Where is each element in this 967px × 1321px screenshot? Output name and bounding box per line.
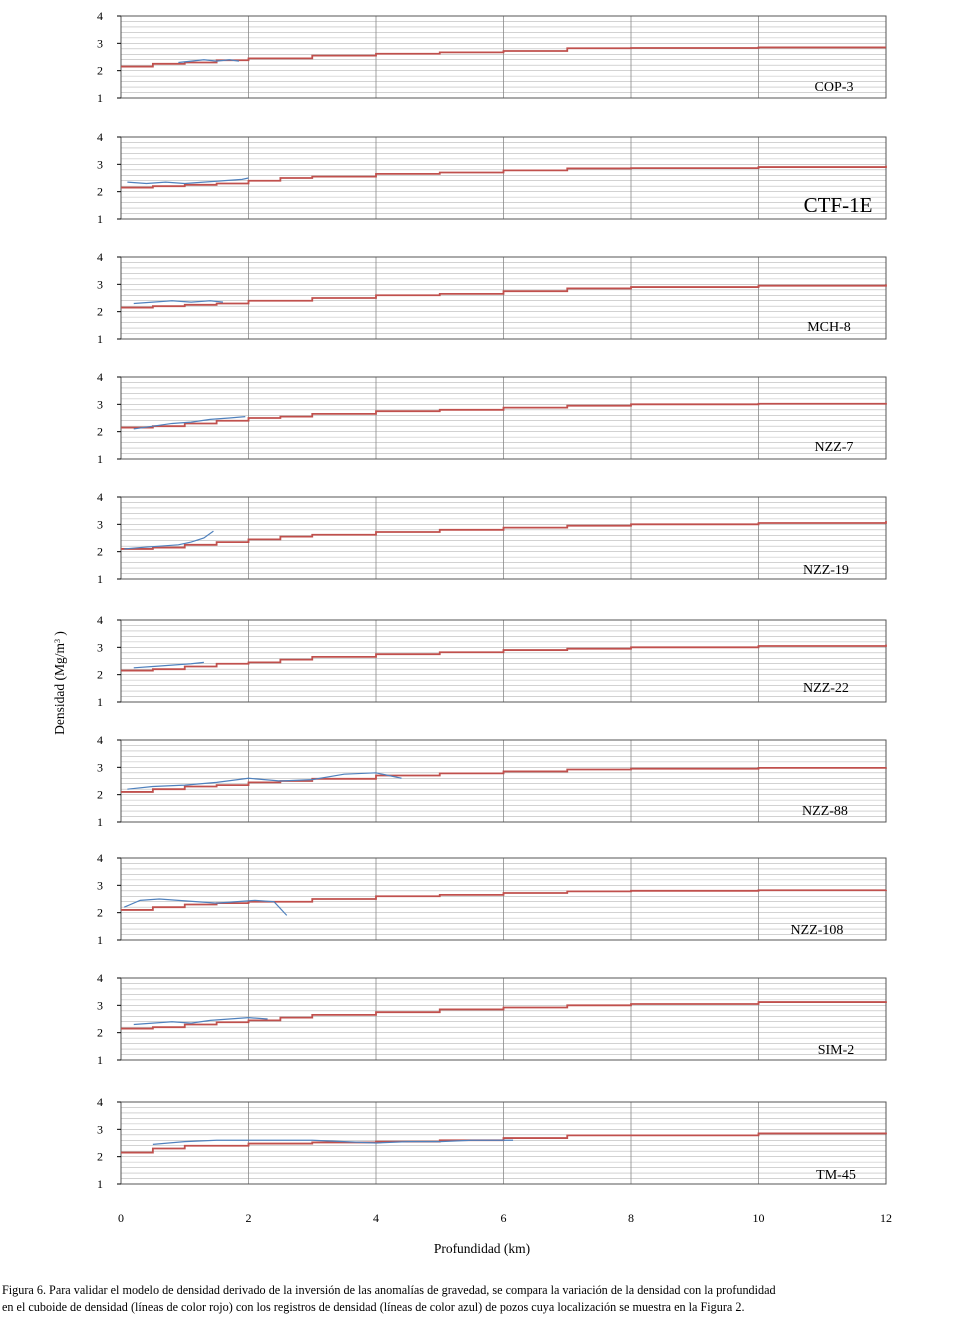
y-axis-title [52,631,67,735]
y-tick-label: 1 [97,695,103,709]
x-tick-label: 6 [500,1211,507,1225]
panel-nzz-22 [97,613,886,709]
panel-nzz-108 [97,851,886,947]
y-tick-label: 2 [97,1025,103,1040]
y-tick-label: 2 [97,544,103,559]
y-tick-label: 1 [97,1053,103,1067]
y-tick-label: 2 [97,304,103,319]
panel-cop-3 [97,9,886,105]
well-log-line [134,1018,268,1025]
y-tick-label: 3 [97,878,103,893]
panel-nzz-88 [97,733,886,829]
y-tick-label: 2 [97,1149,103,1164]
x-axis-title: Profundidad (km) [433,1241,531,1256]
well-label: NZZ-108 [790,923,844,938]
x-tick-label: 12 [880,1211,892,1225]
y-tick-label: 4 [97,370,103,384]
y-tick-label: 2 [97,905,103,920]
y-tick-label: 3 [97,157,103,172]
caption-line-2: en el cuboide de densidad (líneas de color rojo) con los registros de densidad (líneas de color azul) de pozos cuya localización se muestra en la Figura 2. [2,1300,745,1314]
well-log-line [134,301,223,304]
figure-caption [2,1282,964,1316]
y-tick-label: 1 [97,815,103,829]
y-axis-title-main: Densidad (Mg/m [52,643,67,735]
x-tick-label: 10 [752,1211,765,1225]
caption-line-1: Figura 6. Para validar el modelo de densidad derivado de la inversión de las anomalías de gravedad, se compara la variación de la densidad con la profundidad [2,1283,776,1297]
well-label: NZZ-22 [803,681,849,696]
y-tick-label: 3 [97,1122,103,1137]
well-log-line [134,417,246,429]
well-label: COP-3 [814,80,854,95]
x-tick-labels [118,1211,892,1225]
y-tick-label: 1 [97,332,103,346]
y-tick-label: 3 [97,998,103,1013]
y-tick-label: 1 [97,91,103,105]
y-tick-label: 1 [97,572,103,586]
panel-nzz-19 [97,490,886,586]
y-tick-label: 4 [97,851,103,865]
panel-mch-8 [97,250,886,346]
well-label: TM-45 [816,1168,856,1183]
panel-tm-45 [97,1095,886,1191]
y-tick-label: 3 [97,397,103,412]
well-label: NZZ-7 [814,440,854,455]
x-tick-label: 4 [373,1211,379,1225]
y-tick-label: 3 [97,640,103,655]
well-label: NZZ-88 [802,804,848,819]
y-tick-label: 4 [97,130,103,144]
y-tick-label: 3 [97,760,103,775]
x-tick-label: 2 [245,1211,252,1225]
y-tick-label: 4 [97,1095,103,1109]
y-axis-title-sup: 3 [52,639,62,643]
y-tick-label: 2 [97,667,103,682]
well-log-line [127,773,401,789]
y-tick-label: 2 [97,424,103,439]
y-tick-label: 4 [97,9,103,23]
x-tick-label: 8 [628,1211,634,1225]
well-label: MCH-8 [807,320,851,335]
y-tick-label: 1 [97,212,103,226]
y-tick-label: 4 [97,733,103,747]
y-tick-label: 4 [97,971,103,985]
y-tick-label: 4 [97,613,103,627]
y-tick-label: 3 [97,36,103,51]
panel-sim-2 [97,971,886,1067]
panel-ctf-1e [97,130,886,226]
y-tick-label: 3 [97,277,103,292]
y-tick-label: 4 [97,490,103,504]
y-axis-title-end: ) [52,631,67,639]
panel-nzz-7 [97,370,886,466]
y-tick-label: 2 [97,184,103,199]
y-tick-label: 3 [97,517,103,532]
well-label: SIM-2 [817,1043,855,1058]
x-tick-label: 0 [118,1211,124,1225]
panels-group [97,9,886,1191]
y-tick-label: 1 [97,933,103,947]
well-label: CTF-1E [803,193,873,217]
y-tick-label: 2 [97,787,103,802]
y-tick-label: 2 [97,63,103,78]
y-tick-label: 1 [97,452,103,466]
well-label: NZZ-19 [803,563,849,578]
y-tick-label: 4 [97,250,103,264]
y-tick-label: 1 [97,1177,103,1191]
